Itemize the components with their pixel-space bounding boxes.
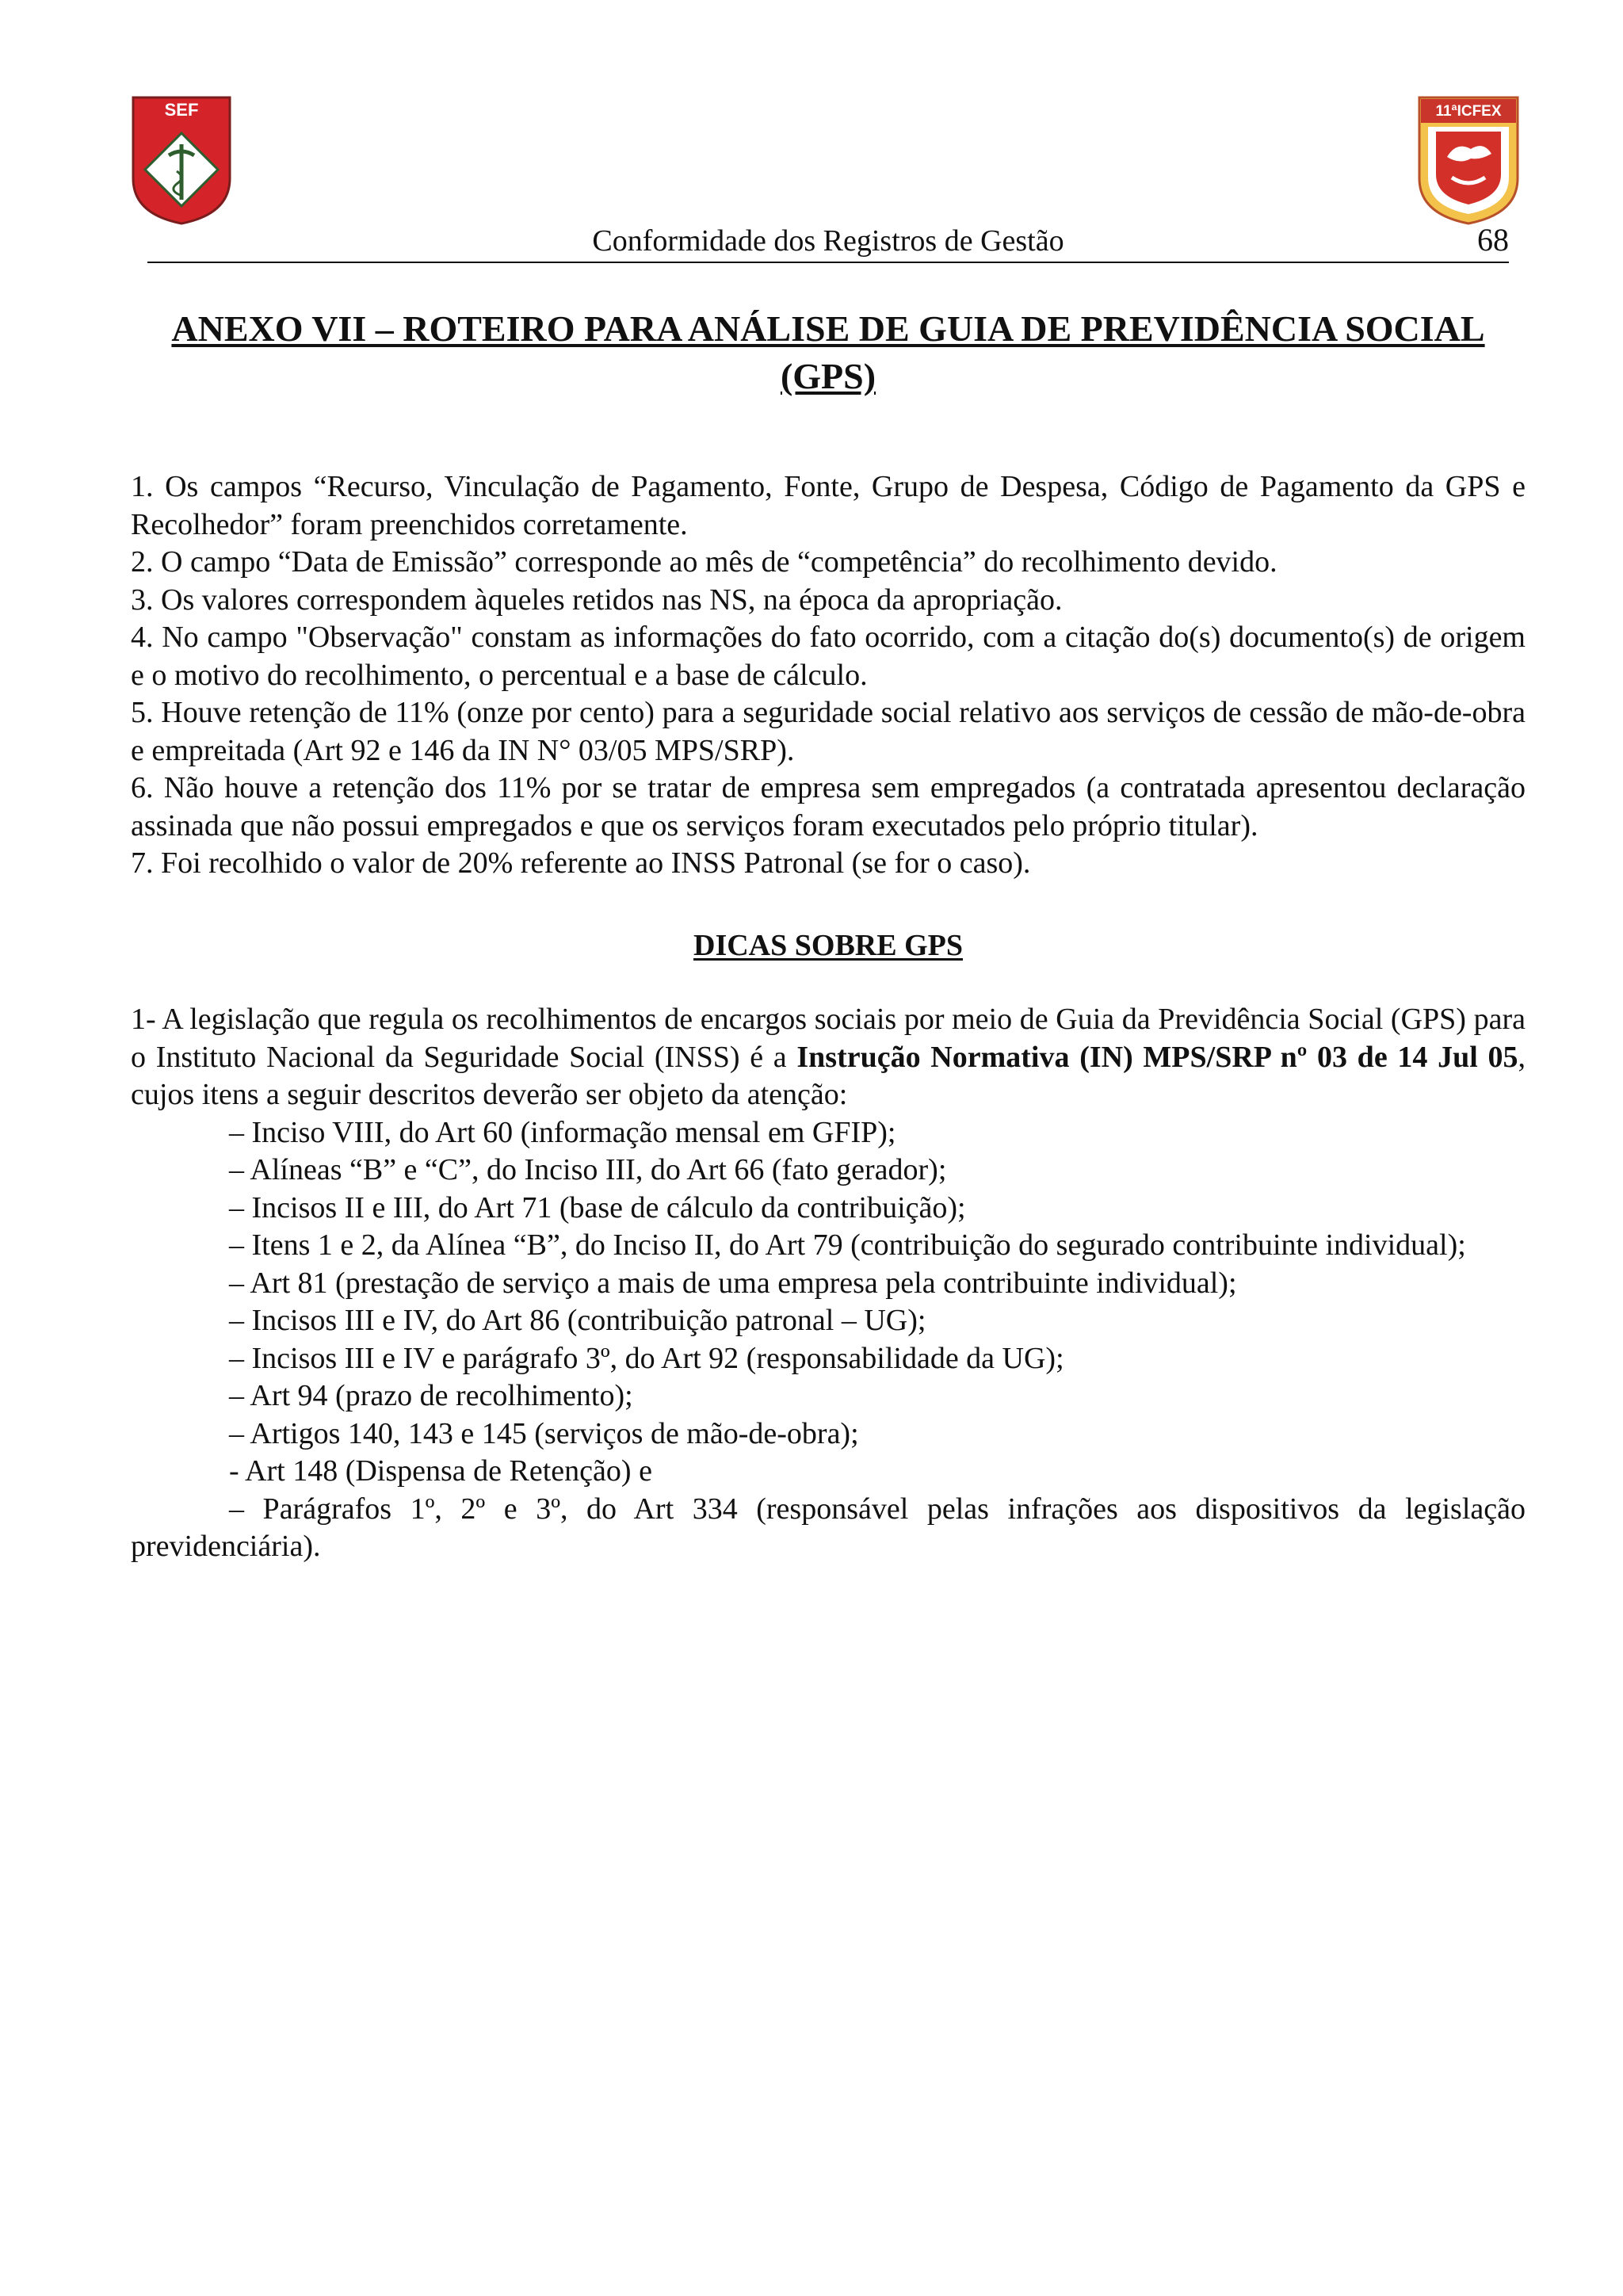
checklist xyxy=(131,468,1526,883)
checklist-item: 2. O campo “Data de Emissão” corresponde ao mês de “competência” do recolhimento devido. xyxy=(131,545,1277,579)
tips-section xyxy=(131,1001,1526,1566)
checklist-item: 6. Não houve a retenção dos 11% por se tratar de empresa sem empregados (a contratada apresentou declaração assinada que não possui empregados e que os serviços foram executados pelo próprio titular). xyxy=(131,771,1526,842)
reference-item: – Parágrafos 1º, 2º e 3º, do Art 334 (responsável pelas infrações aos dispositivos da legislação previdenciária). xyxy=(131,1492,1526,1563)
sef-shield-icon xyxy=(131,95,232,226)
reference-item: – Art 81 (prestação de serviço a mais de uma empresa pela contribuinte individual); xyxy=(229,1266,1237,1300)
svg-text:SEF: SEF xyxy=(164,100,199,120)
checklist-item: 4. No campo "Observação" constam as informações do fato ocorrido, com a citação do(s) documento(s) de origem e o motivo do recolhimento, o percentual e a base de cálculo. xyxy=(131,621,1526,692)
reference-item: – Incisos III e IV e parágrafo 3º, do Art 92 (responsabilidade da UG); xyxy=(229,1341,1064,1375)
reference-item: - Art 148 (Dispensa de Retenção) e xyxy=(229,1454,652,1488)
normative-instruction-reference: Instrução Normativa (IN) MPS/SRP nº 03 de 14 Jul 05 xyxy=(796,1040,1518,1074)
icfex-logo xyxy=(1417,95,1520,226)
checklist-item: 3. Os valores correspondem àqueles retidos nas NS, na época da apropriação. xyxy=(131,583,1063,617)
tips-heading: DICAS SOBRE GPS xyxy=(693,929,963,962)
document-title xyxy=(131,305,1526,400)
reference-item: – Itens 1 e 2, da Alínea “B”, do Inciso II, do Art 79 (contribuição do segurado contribuinte individual); xyxy=(229,1228,1466,1262)
page-number: 68 xyxy=(1477,222,1509,258)
reference-item: – Alíneas “B” e “C”, do Inciso III, do Art 66 (fato gerador); xyxy=(229,1153,947,1186)
tips-intro-text: 1- A legislação que regula os recolhimentos de encargos sociais por meio de Guia da Previdência Social (GPS) para o Instituto Nacional da Seguridade Social (INSS) é a xyxy=(131,1003,1526,1074)
reference-item: – Incisos II e III, do Art 71 (base de cálculo da contribuição); xyxy=(229,1190,966,1224)
reference-item: – Incisos III e IV, do Art 86 (contribuição patronal – UG); xyxy=(229,1304,926,1337)
checklist-item: 5. Houve retenção de 11% (onze por cento) para a seguridade social relativo aos serviços de cessão de mão-de-obra e empreitada (Art 92 e 146 da IN N° 03/05 MPS/SRP). xyxy=(131,696,1526,767)
reference-item: – Art 94 (prazo de recolhimento); xyxy=(229,1379,633,1412)
tips-intro xyxy=(131,1001,1526,1114)
running-header xyxy=(147,223,1509,263)
header-title: Conformidade dos Registros de Gestão xyxy=(592,224,1064,258)
checklist-item: 7. Foi recolhido o valor de 20% referente ao INSS Patronal (se for o caso). xyxy=(131,846,1031,880)
document-title-line-2: (GPS) xyxy=(780,356,876,396)
icfex-shield-icon xyxy=(1417,95,1520,226)
checklist-item: 1. Os campos “Recurso, Vinculação de Pagamento, Fonte, Grupo de Despesa, Código de Pagamento da GPS e Recolhedor” foram preenchidos corretamente. xyxy=(131,470,1526,541)
tips-intro-text-end: , cujos itens a seguir descritos deverão ser objeto da atenção: xyxy=(131,1040,1526,1111)
document-title-line-1: ANEXO VII – ROTEIRO PARA ANÁLISE DE GUIA DE PREVIDÊNCIA SOCIAL xyxy=(171,308,1485,349)
header-rule xyxy=(147,262,1509,263)
sef-logo xyxy=(131,95,232,226)
reference-item: – Inciso VIII, do Art 60 (informação mensal em GFIP); xyxy=(229,1115,896,1149)
reference-item: – Artigos 140, 143 e 145 (serviços de mão-de-obra); xyxy=(229,1416,859,1450)
svg-text:11ªICFEX: 11ªICFEX xyxy=(1435,103,1502,120)
